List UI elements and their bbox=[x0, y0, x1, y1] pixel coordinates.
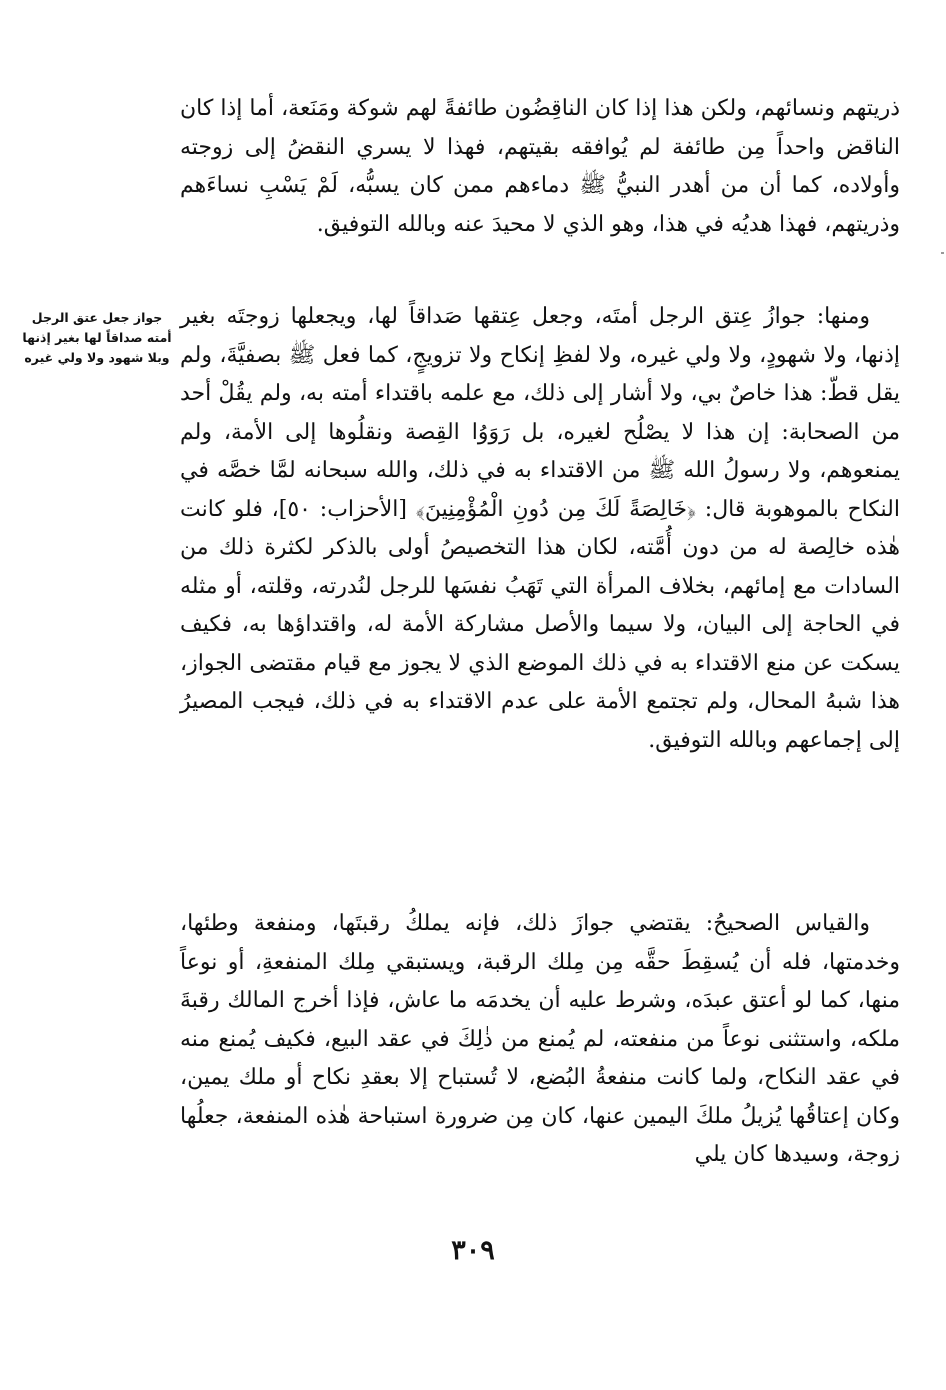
paragraph-3-text: والقياس الصحيحُ: يقتضي جوازَ ذلك، فإنه يملكُ رقبتَها، ومنفعة وطئها، وخدمتها، فله أن يُسقِطَ حقَّه مِن مِلك الرقبة، ويستبقي مِلك المنفعةِ، أو نوعاً منها، كما لو أعتق عبدَه، وشرط عليه أن يخدمَه ما عاش، فإذا أخرج المالك رقبةَ ملكه، واستثنى نوعاً من منفعته، لم يُمنع من ذٰلِكَ في عقد البيع، فكيف يُمنع منه في عقد النكاح، ولما كانت منفعةُ البُضع، لا تُستباح إلا بعقدِ نكاح أو ملك يمين، وكان إعتاقُها يُزيلُ ملكَ اليمين عنها، كان مِن ضرورة استباحة هٰذه المنفعة، جعلُها زوجة، وسيدها كان يلي bbox=[180, 911, 900, 1167]
paragraph-1 bbox=[180, 90, 900, 244]
scan-edge-mark bbox=[941, 252, 944, 254]
paragraph-1-text: ذريتهم ونسائهم، ولكن هذا إذا كان الناقِضُون طائفةً لهم شوكة ومَنَعة، أما إذا كان الناقض واحداً مِن طائفة لم يُوافقه بقيتهم، فهذا لا يسري النقضُ إلى زوجته وأولاده، كما أن من أهدر النبيُّ ﷺ دماءهم ممن كان يسبُّه، لَمْ يَسْبِ نساءَهم وذريتهم، فهذا هديُه في هذا، وهو الذي لا محيدَ عنه وبالله التوفيق. bbox=[180, 96, 900, 237]
page-number: ٣٠٩ bbox=[451, 1235, 495, 1266]
paragraph-2 bbox=[180, 298, 900, 760]
margin-note: جواز جعل عتق الرجل أمته صداقاً لها بغير إذنها وبلا شهود ولا ولي غيره bbox=[22, 310, 172, 365]
paragraph-2-text: ومنها: جوازُ عِتق الرجل أمتَه، وجعل عِتقها صَداقاً لها، ويجعلها زوجتَه بغير إذنها، ولا شهودٍ، ولا ولي غيره، ولا لفظِ إنكاح ولا تزويجٍ، كما فعل ﷺ بصفيَّةَ، ولم يقل قطّ: هذا خاصٌ بي، ولا أشار إلى ذلك، مع علمه باقتداء أمته به، ولم يقُلْ أحد من الصحابة: إن هذا لا يصْلُح لغيره، بل رَوَوُا القِصة ونقلُوها إلى الأمة، ولم يمنعوهم، ولا رسولُ الله ﷺ من الاقتداء به في ذلك، والله سبحانه لمَّا خصَّه في النكاح بالموهوبة قال: ﴿خَالِصَةً لَكَ مِن دُونِ الْمُؤْمِنِينَ﴾ [الأحزاب: ٥٠]، فلو كانت هٰذه خالِصة له من دون أُمَّته، لكان هذا التخصيصُ أولى بالذكر لكثرة ذلك من السادات مع إمائهم، بخلاف المرأة التي تَهَبُ نفسَها للرجل لنُدرته، وقلته، أو مثله في الحاجة إلى البيان، ولا سيما والأصل مشاركة الأمة له، واقتداؤها به، فكيف يسكت عن منع الاقتداء به في ذلك الموضع الذي لا يجوز مع قيام مقتضى الجواز، هذا شبهُ المحال، ولم تجتمع الأمة على عدم الاقتداء به في ذلك، فيجب المصيرُ إلى إجماعهم وبالله التوفيق. bbox=[180, 304, 900, 753]
paragraph-3 bbox=[180, 905, 900, 1175]
